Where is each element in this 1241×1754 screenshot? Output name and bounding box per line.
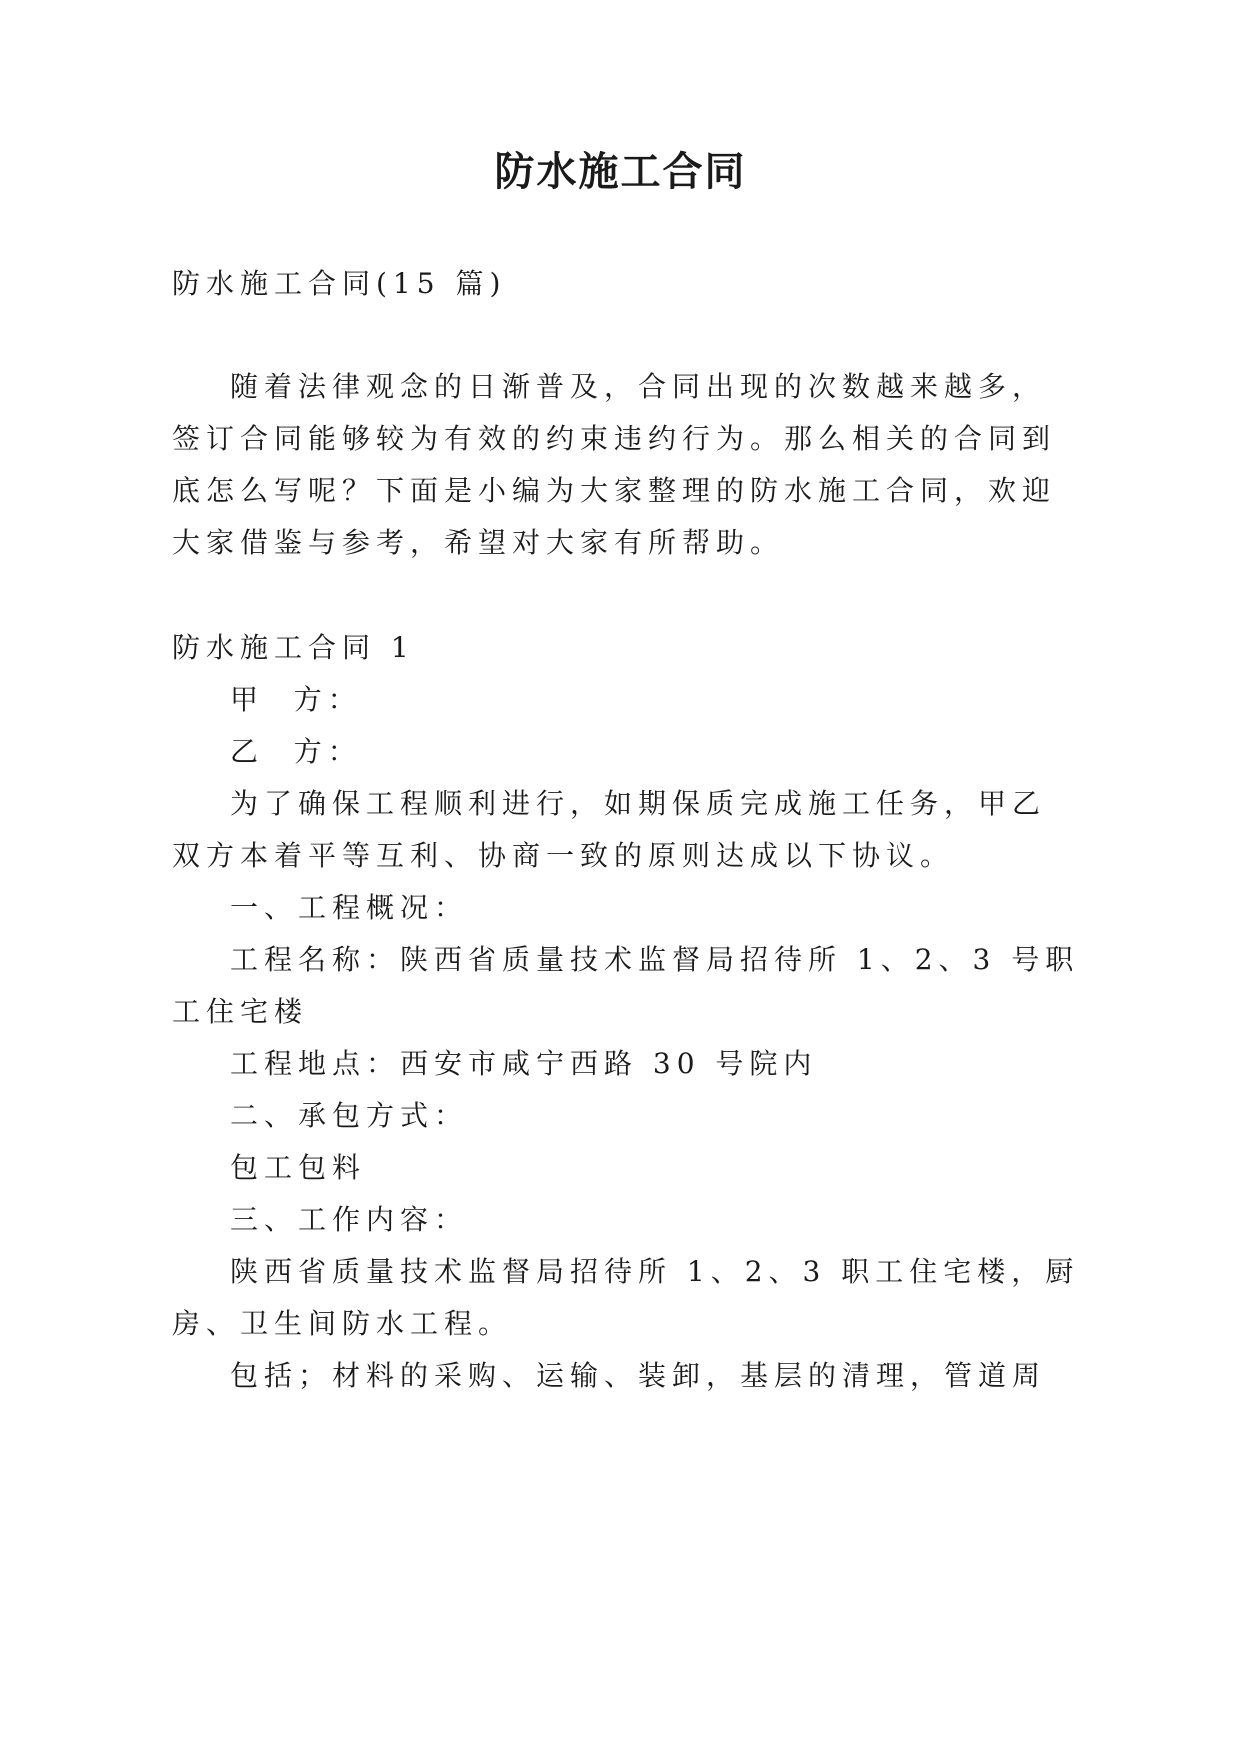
document-title: 防水施工合同	[494, 148, 747, 195]
project-name-line-2: 工住宅楼	[172, 995, 309, 1028]
project-name-line-1: 工程名称：陕西省质量技术监督局招待所 1、2、3 号职	[230, 943, 1080, 976]
contract-method: 包工包料	[230, 1151, 367, 1184]
work-content-line-2: 房、卫生间防水工程。	[172, 1307, 513, 1340]
intro-line-3: 底怎么写呢？下面是小编为大家整理的防水施工合同，欢迎	[172, 474, 1057, 507]
clause-2-heading: 二、承包方式：	[230, 1099, 469, 1132]
clause-1-heading: 一、工程概况：	[230, 891, 469, 924]
section-heading: 防水施工合同 1	[172, 631, 415, 664]
project-location: 工程地点：西安市咸宁西路 30 号院内	[230, 1047, 818, 1080]
party-a-label: 甲 方：	[230, 683, 362, 716]
document-subtitle: 防水施工合同(15 篇)	[172, 267, 507, 300]
party-b-label: 乙 方：	[230, 735, 362, 768]
intro-line-1: 随着法律观念的日渐普及，合同出现的次数越来越多，	[230, 370, 1047, 403]
purpose-line-2: 双方本着平等互利、协商一致的原则达成以下协议。	[172, 839, 955, 872]
work-content-line-1: 陕西省质量技术监督局招待所 1、2、3 职工住宅楼，厨	[230, 1255, 1080, 1288]
purpose-line-1: 为了确保工程顺利进行，如期保质完成施工任务，甲乙	[230, 787, 1047, 820]
scope-line-1: 包括；材料的采购、运输、装卸，基层的清理，管道周	[230, 1359, 1047, 1392]
clause-3-heading: 三、工作内容：	[230, 1203, 469, 1236]
intro-line-4: 大家借鉴与参考，希望对大家有所帮助。	[172, 526, 785, 559]
intro-line-2: 签订合同能够较为有效的约束违约行为。那么相关的合同到	[172, 422, 1057, 455]
